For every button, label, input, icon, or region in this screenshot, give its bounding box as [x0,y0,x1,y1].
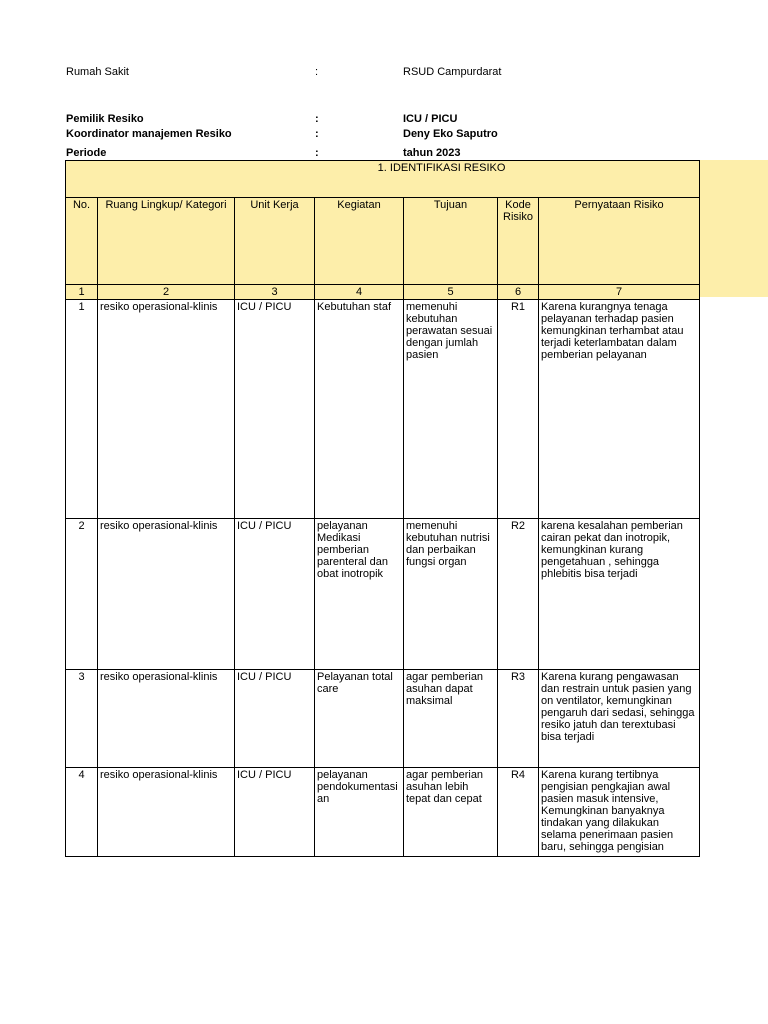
hospital-value: RSUD Campurdarat [403,66,502,78]
column-header-row [66,198,700,285]
row-pernyataan-risiko-cell [539,768,700,857]
colon: : [315,113,319,125]
row-pernyataan-risiko: Karena kurangnya tenaga pelayanan terhadap pasien kemungkinan terhambat atau terjadi keterlambatan dalam pemberian pelayanan [539,300,700,519]
row-number: 4 [78,769,85,781]
row-kode-risiko: R1 [498,300,539,519]
column-number: 1 [66,285,98,300]
row-tujuan: agar pemberian asuhan dapat maksimal [404,670,498,768]
row-kode-risiko: R2 [498,519,539,670]
owner-label: Pemilik Resiko [66,113,144,125]
column-number: 5 [404,285,498,300]
owner-value: ICU / PICU [403,113,458,125]
row-pernyataan-risiko: karena kesalahan pemberian cairan pekat dan inotropik, kemungkinan kurang pengetahuan , sehingga phlebitis bisa terjadi [539,519,700,670]
section-title-row [66,161,700,198]
row-kategori: resiko operasional-klinis [98,300,235,519]
row-unit-kerja: ICU / PICU [235,519,315,670]
coordinator-label: Koordinator manajemen Resiko [66,128,232,140]
row-number: 2 [66,519,98,670]
column-header-tujuan: Tujuan [404,198,498,285]
row-kegiatan: Pelayanan total care [315,670,404,768]
colon: : [315,66,319,78]
column-number: 2 [98,285,235,300]
colon: : [315,128,319,140]
period-label: Periode [66,147,107,159]
column-number-row [66,285,700,300]
column-number: 7 [539,285,700,300]
column-number: 4 [315,285,404,300]
row-number-cell [66,768,98,857]
risk-identification-table [65,160,700,857]
period-value: tahun 2023 [403,147,461,159]
column-header-no: No. [66,198,98,285]
row-tujuan: memenuhi kebutuhan perawatan sesuai dengan jumlah pasien [404,300,498,519]
row-kegiatan-cell [315,768,404,857]
row-pernyataan-risiko: Karena kurang pengawasan dan restrain untuk pasien yang on ventilator, kemungkinan pengaruh dari sedasi, sehingga resiko jatuh dan terextubasi bisa terjadi [539,670,700,768]
row-number: 3 [66,670,98,768]
row-tujuan-cell [404,768,498,857]
row-kategori: resiko operasional-klinis [98,670,235,768]
column-header-kode-risiko: Kode Risiko [498,198,539,285]
column-header-unit-kerja: Unit Kerja [235,198,315,285]
row-kegiatan: Kebutuhan staf [315,300,404,519]
row-kegiatan: pelayanan Medikasi pemberian parenteral dan obat inotropik [315,519,404,670]
row-kategori-cell [98,768,235,857]
header-highlight-extension [698,160,768,297]
column-header-pernyataan-risiko: Pernyataan Risiko [539,198,700,285]
row-kode-risiko: R3 [498,670,539,768]
row-kegiatan: pelayanan pendokumentasian [317,769,398,805]
row-unit-kerja: ICU / PICU [235,300,315,519]
row-unit-kerja: ICU / PICU [237,769,292,781]
row-kategori: resiko operasional-klinis [98,519,235,670]
table-row [66,768,700,857]
section-title: 1. IDENTIFIKASI RESIKO [66,161,700,198]
row-tujuan: agar pemberian asuhan lebih tepat dan cepat [406,769,484,805]
row-kode-risiko: R4 [510,769,526,781]
colon: : [315,147,319,159]
column-number: 3 [235,285,315,300]
hospital-label: Rumah Sakit [66,66,129,78]
row-kode-risiko-cell [498,768,539,857]
table-row [66,670,700,768]
column-header-kategori: Ruang Lingkup/ Kategori [98,198,235,285]
row-unit-kerja: ICU / PICU [235,670,315,768]
table-row [66,300,700,519]
row-unit-kerja-cell [235,768,315,857]
row-tujuan: memenuhi kebutuhan nutrisi dan perbaikan fungsi organ [404,519,498,670]
table-row [66,519,700,670]
column-number: 6 [498,285,539,300]
column-header-kegiatan: Kegiatan [315,198,404,285]
row-number: 1 [66,300,98,519]
coordinator-value: Deny Eko Saputro [403,128,498,140]
row-kategori: resiko operasional-klinis [100,769,218,781]
row-pernyataan-risiko: Karena kurang tertibnya pengisian pengkajian awal pasien masuk intensive, Kemungkinan banyaknya tindakan yang dilakukan selama penerimaan pasien baru, sehingga pengisian [541,769,674,853]
